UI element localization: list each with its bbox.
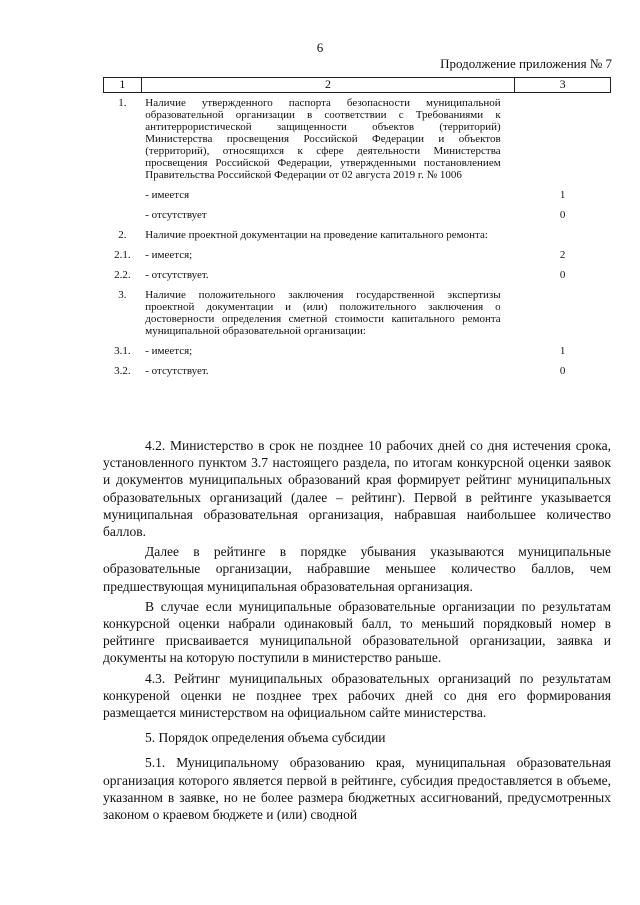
row-score	[515, 93, 611, 186]
table-row	[104, 285, 611, 341]
row-criterion: Наличие проектной документации на проведение капитального ремонта:	[145, 229, 488, 241]
table-row	[104, 341, 611, 361]
paragraph-5-1: 5.1. Муниципальному образованию края, муниципальная образовательная организация которого является первой в рейтинге, субсидия предоставляется в объеме, указанном в заявке, но не более размера бюджетных ассигнований, предусмотренных законом о краевом бюджете и (или) сводной	[103, 755, 611, 823]
row-score: 1	[559, 189, 566, 201]
table-row	[104, 185, 611, 205]
row-criterion: - отсутствует.	[145, 365, 209, 377]
column-header: 1	[104, 78, 142, 93]
table-row	[104, 93, 611, 186]
row-number	[104, 205, 142, 225]
row-criterion: - имеется	[145, 189, 190, 201]
row-score: 2	[559, 249, 566, 261]
paragraph-4-2: 4.2. Министерство в срок не позднее 10 рабочих дней со дня истечения срока, установленного пунктом 3.7 настоящего раздела, по итогам конкурсной оценки заявок и документов муниципальных образований края формирует рейтинг муниципальных образовательных организаций (далее – рейтинг). Первой в рейтинге указывается муниципальная образовательная организация, набравшая наибольшее количество баллов.	[103, 438, 611, 540]
paragraph-4-3: 4.3. Рейтинг муниципальных образовательных организаций по результатам конкуреной оценки не позднее трех рабочих дней со дня его формирования размещается министерством на официальном сайте министерства.	[103, 670, 611, 721]
row-criterion: - имеется;	[145, 249, 193, 261]
table-row	[104, 225, 611, 245]
row-number: 2.1.	[114, 249, 131, 261]
table-row	[104, 245, 611, 265]
table-row	[104, 265, 611, 285]
table-row	[104, 361, 611, 381]
table-header-row	[104, 78, 611, 93]
page-number: 6	[316, 40, 324, 55]
paragraph-equal-score: В случае если муниципальные образовательные организации по результатам конкурсной оценки набрали одинаковый балл, то меньший порядковый номер в рейтинге присваивается муниципальной образовательной организации, заявка и документы на которую поступили в министерство раньше.	[103, 598, 611, 666]
row-score: 0	[559, 209, 566, 221]
row-score	[515, 285, 611, 341]
section-5-title: 5. Порядок определения объема субсидии	[145, 730, 386, 746]
row-number: 2.	[118, 229, 127, 241]
row-criterion: - имеется;	[145, 345, 193, 357]
row-score: 0	[559, 269, 566, 281]
criteria-table	[103, 77, 611, 381]
row-number	[104, 185, 142, 205]
row-score: 0	[559, 365, 566, 377]
table-row	[104, 205, 611, 225]
column-header: 2	[141, 78, 514, 93]
paragraph-ranking-order: Далее в рейтинге в порядке убывания указываются муниципальные образовательные организации, набравшие меньшее количество баллов, чем предшествующая муниципальная образовательная организация.	[103, 544, 611, 594]
row-number: 2.2.	[114, 269, 131, 281]
row-number: 3.2.	[114, 365, 131, 377]
row-criterion: Наличие утвержденного паспорта безопасности муниципальной образовательной организации в соответствии с Требованиями к антитеррористической защищенности объектов (территорий) Министерства просвещения Российской Федерации и объектов (территорий), относящихся к сфере деятельности Министерства просвещения Российской Федерации, утвержденными постановлением Правительства Российской Федерации от 02 августа 2019 г. № 1006	[145, 97, 501, 181]
appendix-note: Продолжение приложения № 7	[440, 56, 612, 71]
row-number: 3.	[118, 289, 127, 301]
column-header: 3	[515, 78, 611, 93]
body-text	[103, 437, 611, 823]
row-criterion: - отсутствует	[145, 209, 207, 221]
row-criterion: Наличие положительного заключения государственной экспертизы проектной документации и (или) положительного заключения о достоверности определения сметной стоимости капитального ремонта муниципальной образовательной организации:	[145, 289, 501, 337]
row-score: 1	[559, 345, 566, 357]
row-number: 3.1.	[114, 345, 131, 357]
row-criterion: - отсутствует.	[145, 269, 209, 281]
row-number: 1.	[118, 97, 127, 109]
row-score	[515, 225, 611, 245]
